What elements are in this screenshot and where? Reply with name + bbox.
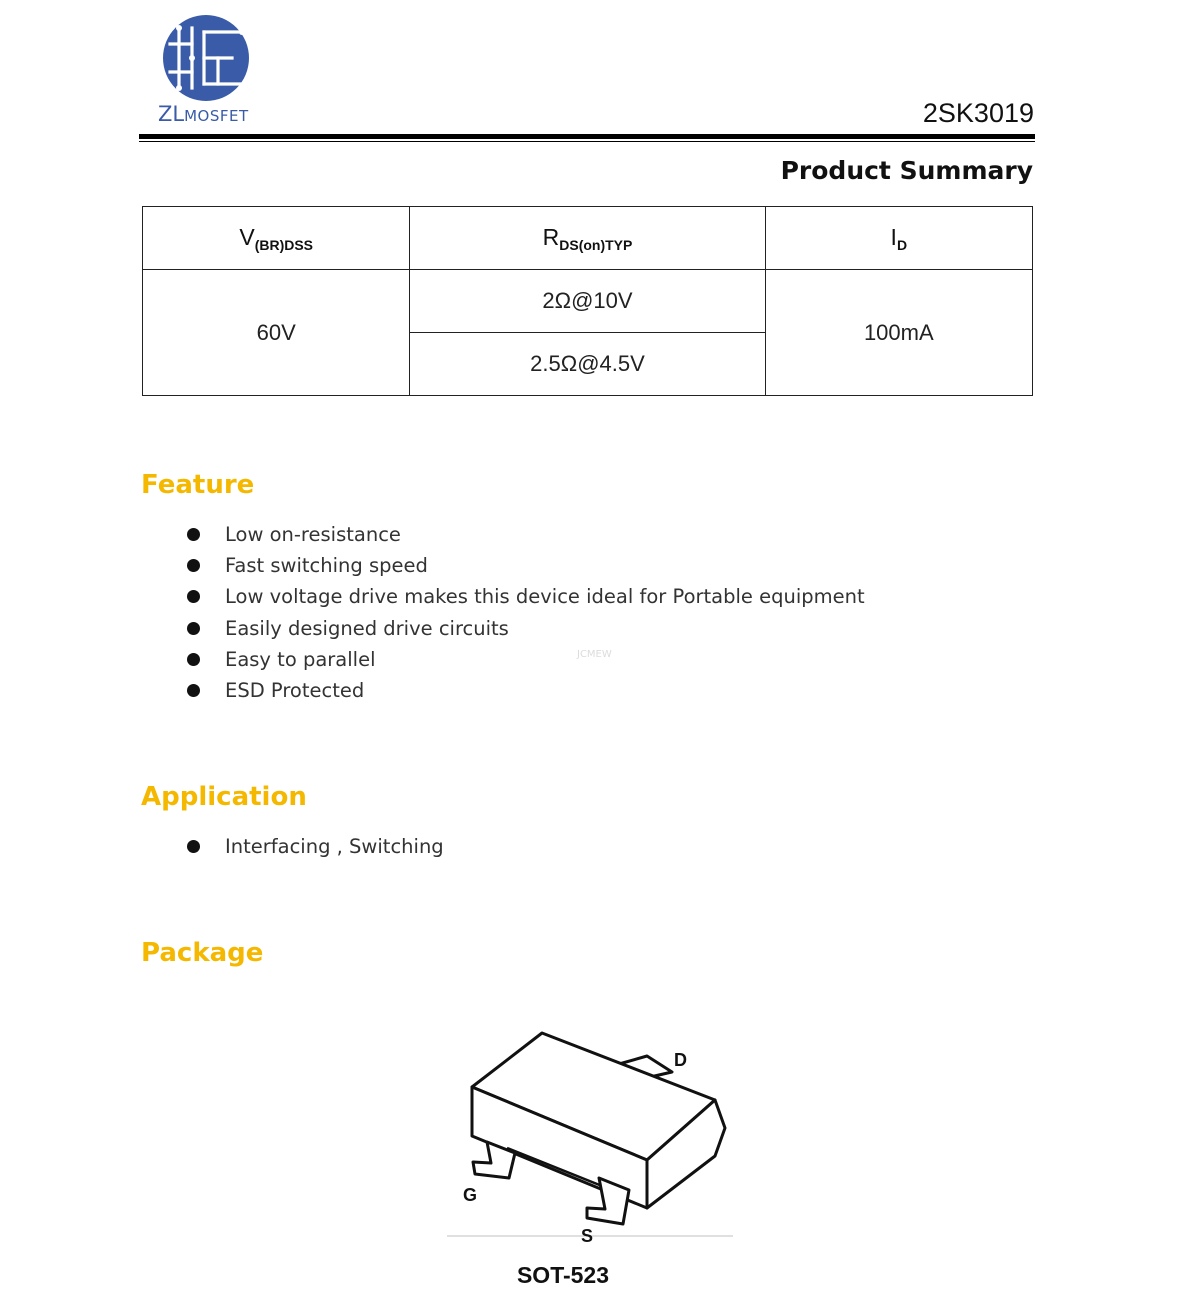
table-row	[143, 270, 1033, 333]
list-item	[186, 613, 865, 644]
header-id-sub: D	[896, 236, 908, 253]
header-vdss-sub: (BR)DSS	[254, 236, 314, 253]
logo-emblem-icon	[162, 14, 250, 102]
pin-label-gate: G	[463, 1185, 478, 1205]
logo-wordmark	[158, 102, 249, 126]
feature-item-text: Low voltage drive makes this device ideal for Portable equipment	[225, 585, 865, 609]
header-vdss	[143, 207, 410, 270]
feature-item-text: ESD Protected	[225, 678, 365, 702]
feature-list	[186, 519, 865, 706]
list-item	[186, 675, 865, 706]
watermark: JCMEW	[577, 649, 612, 660]
header-id	[765, 207, 1032, 270]
package-heading: Package	[141, 938, 264, 968]
feature-heading: Feature	[141, 470, 255, 500]
cell-vdss-value: 60V	[143, 270, 410, 396]
part-number: 2SK3019	[922, 98, 1034, 128]
sot523-package-drawing	[447, 1010, 737, 1242]
header-rds	[410, 207, 765, 270]
bullet-icon	[187, 590, 200, 603]
application-list	[186, 831, 444, 862]
product-summary-table	[142, 206, 1033, 396]
list-item	[186, 581, 865, 612]
logo-text-mosfet: MOSFET	[184, 107, 249, 125]
header-id-main: I	[890, 223, 897, 250]
logo-text-zl: ZL	[158, 102, 185, 126]
pin-label-source: S	[581, 1226, 594, 1242]
header-rds-main: R	[542, 223, 560, 250]
application-item-text: Interfacing , Switching	[225, 835, 444, 858]
list-item	[186, 831, 444, 862]
company-logo	[158, 14, 258, 126]
bullet-icon	[187, 653, 200, 666]
bullet-icon	[187, 684, 200, 697]
feature-item-text: Easy to parallel	[225, 647, 376, 671]
bullet-icon	[187, 528, 200, 541]
pin-label-drain: D	[674, 1050, 687, 1070]
cell-id-value: 100mA	[765, 270, 1032, 396]
header-vdss-main: V	[239, 223, 255, 250]
list-item	[186, 644, 865, 675]
table-header-row	[143, 207, 1033, 270]
feature-item-text: Low on-resistance	[225, 523, 401, 546]
cell-rds-10v: 2Ω@10V	[410, 270, 765, 333]
header-rds-sub: DS(on)TYP	[559, 236, 633, 253]
list-item	[186, 550, 865, 581]
cell-rds-4v5: 2.5Ω@4.5V	[410, 333, 765, 396]
header-rule-thick	[139, 134, 1035, 139]
feature-item-text: Easily designed drive circuits	[225, 616, 509, 640]
feature-item-text: Fast switching speed	[225, 554, 428, 578]
package-name: SOT-523	[516, 1262, 610, 1288]
product-summary-title: Product Summary	[780, 156, 1033, 185]
bullet-icon	[187, 840, 200, 853]
bullet-icon	[187, 622, 200, 635]
list-item	[186, 519, 865, 550]
application-heading: Application	[141, 782, 307, 812]
bullet-icon	[187, 559, 200, 572]
header-rule-thin	[139, 141, 1035, 142]
